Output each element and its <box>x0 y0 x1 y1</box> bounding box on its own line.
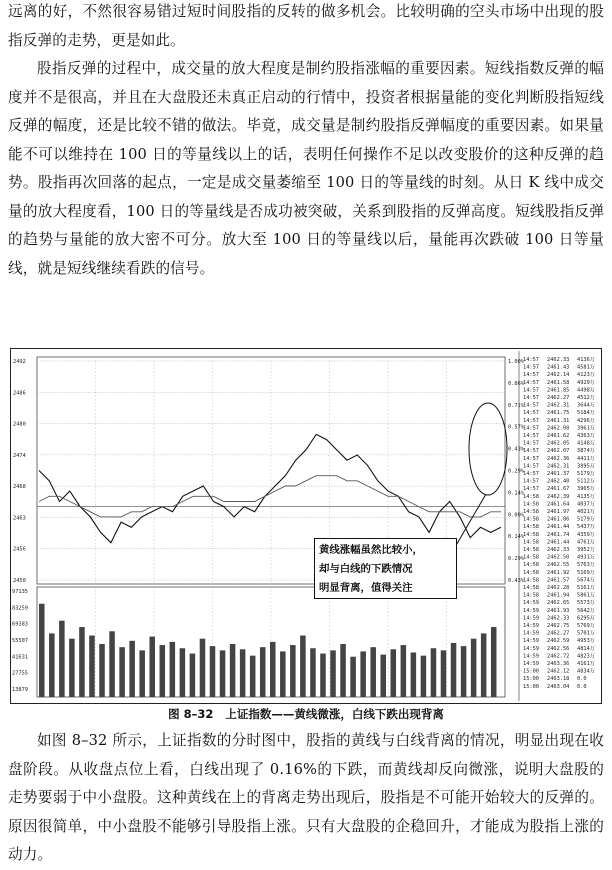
tick-time: 14:58 <box>523 509 539 515</box>
tick-time: 14:58 <box>523 592 539 599</box>
volume-bar <box>370 647 376 697</box>
tick-price: 2462.27 <box>547 395 570 401</box>
tick-volume: 4136万 <box>577 357 596 363</box>
tick-volume: 4359万 <box>577 531 596 538</box>
tick-volume: 0.0 <box>577 676 587 683</box>
price-tick-label: 2486 <box>13 390 26 397</box>
tick-volume: 3965万 <box>577 486 596 493</box>
tick-volume: 5184万 <box>577 410 596 417</box>
volume-bar <box>380 655 386 697</box>
tick-volume: 5573万 <box>577 600 596 607</box>
tick-time: 14:59 <box>523 630 539 637</box>
chart-canvas <box>11 349 601 703</box>
tick-time: 14:58 <box>523 577 539 584</box>
tick-price: 2462.27 <box>547 630 570 637</box>
tick-time: 14:58 <box>523 493 539 500</box>
price-tick-label: 2463 <box>13 515 26 522</box>
tick-volume: 5161万 <box>577 585 596 591</box>
volume-tick-label: 27755 <box>12 670 28 677</box>
tick-time: 14:57 <box>523 410 539 417</box>
price-tick-label: 2474 <box>13 452 26 459</box>
tick-time: 14:59 <box>523 638 539 645</box>
tick-price: 2462.59 <box>547 638 570 645</box>
volume-bar <box>300 636 306 697</box>
tick-price: 2461.62 <box>547 433 570 439</box>
volume-bar <box>59 621 65 697</box>
tick-time: 14:58 <box>523 531 539 538</box>
tick-price: 2462.50 <box>547 554 570 561</box>
pct-tick-label: 0.43% <box>508 446 524 453</box>
volume-bar <box>49 633 55 697</box>
tick-price: 2462.07 <box>547 448 570 455</box>
tick-price: 2461.75 <box>547 410 570 417</box>
price-tick-label: 2480 <box>13 421 26 428</box>
tick-volume: 5169万 <box>577 569 596 576</box>
volume-bar <box>210 646 216 697</box>
series-line-yellow <box>39 476 501 517</box>
tick-time: 14:58 <box>523 585 539 591</box>
tick-time: 14:58 <box>523 539 539 546</box>
volume-bar <box>280 651 286 697</box>
volume-bar <box>360 651 366 697</box>
figure-number: 图 8–32 <box>168 707 214 721</box>
tick-time: 14:59 <box>523 661 539 667</box>
volume-bar <box>39 604 45 697</box>
volume-bar <box>119 647 125 697</box>
volume-bar <box>461 646 467 697</box>
tick-volume: 4296万 <box>577 417 596 424</box>
tick-volume: 4512万 <box>577 395 596 401</box>
tick-volume: 3961万 <box>577 425 596 432</box>
volume-bar <box>310 648 316 697</box>
volume-bar <box>290 645 296 697</box>
tick-price: 2461.74 <box>547 531 570 538</box>
tick-price: 2462.65 <box>547 600 570 607</box>
figure-caption <box>8 706 604 722</box>
tick-volume: 5642万 <box>577 607 596 614</box>
tick-price: 2461.43 <box>547 364 570 371</box>
tick-time: 15:00 <box>523 676 539 683</box>
pct-tick-label: 0.00% <box>508 512 524 519</box>
pct-tick-label: 0.86% <box>508 380 524 387</box>
tick-price: 2462.33 <box>547 615 570 622</box>
tick-volume: 4834万 <box>577 668 596 675</box>
tick-price: 2462.28 <box>547 585 570 591</box>
tick-time: 14:57 <box>523 440 539 447</box>
volume-tick-label: 97135 <box>12 589 28 595</box>
tick-price: 2461.92 <box>547 569 570 576</box>
tick-time: 14:59 <box>523 645 539 652</box>
tick-time: 14:57 <box>523 471 539 477</box>
volume-bar <box>481 633 487 697</box>
volume-bar <box>89 636 95 697</box>
tick-time: 14:58 <box>523 569 539 576</box>
volume-bar <box>99 644 105 697</box>
annotation-line-3: 明显背离，值得关注 <box>319 582 413 594</box>
annotation-line-2: 却与白线的下跌情况 <box>319 563 413 575</box>
highlight-ellipse <box>469 403 507 495</box>
tick-volume: 3952万 <box>577 547 596 553</box>
tick-price: 2463.18 <box>547 676 570 683</box>
pct-tick-label: 0.29% <box>508 556 524 563</box>
tick-price: 2462.31 <box>547 402 570 409</box>
tick-price: 2463.36 <box>547 661 570 667</box>
tick-volume: 6295万 <box>577 615 596 622</box>
tick-price: 2463.04 <box>547 683 570 690</box>
tick-price: 2461.85 <box>547 387 570 394</box>
tick-price: 2461.67 <box>547 486 570 493</box>
tick-volume: 5769万 <box>577 623 596 629</box>
tick-volume: 4498万 <box>577 387 596 394</box>
tick-time: 14:59 <box>523 653 539 660</box>
tick-time: 14:57 <box>523 372 539 379</box>
tick-price: 2461.57 <box>547 577 570 584</box>
volume-bar <box>330 650 336 697</box>
tick-price: 2462.40 <box>547 478 570 485</box>
tick-volume: 4148万 <box>577 440 596 447</box>
tick-price: 2461.86 <box>547 516 570 523</box>
figure-8-32 <box>8 346 604 732</box>
tick-price: 2461.64 <box>547 501 570 508</box>
tick-time: 14:57 <box>523 433 539 439</box>
intraday-chart <box>10 348 602 704</box>
volume-bar <box>109 631 115 697</box>
tick-volume: 4363万 <box>577 433 596 439</box>
volume-bar <box>69 639 75 697</box>
tick-volume: 4931万 <box>577 554 596 561</box>
tick-time: 14:57 <box>523 417 539 424</box>
tick-price: 2462.33 <box>547 547 570 553</box>
tick-price: 2461.37 <box>547 471 570 477</box>
tick-volume: 4761万 <box>577 539 596 546</box>
tick-volume: 4021万 <box>577 509 596 515</box>
tick-price: 2461.44 <box>547 539 570 546</box>
tick-time: 14:58 <box>523 547 539 553</box>
volume-bar <box>260 647 266 697</box>
tick-volume: 5437万 <box>577 524 596 531</box>
tick-volume: 4953万 <box>577 638 596 645</box>
tick-time: 14:58 <box>523 516 539 523</box>
pct-tick-label: 0.14% <box>508 490 524 497</box>
tick-time: 14:59 <box>523 607 539 614</box>
tick-volume: 4581万 <box>577 364 596 371</box>
volume-bar <box>230 644 236 697</box>
tick-volume: 3895万 <box>577 463 596 470</box>
volume-tick-label: 13879 <box>12 687 28 693</box>
tick-time: 15:00 <box>523 683 539 690</box>
tick-price: 2462.31 <box>547 463 570 470</box>
tick-time: 14:57 <box>523 387 539 394</box>
pct-tick-label: 0.71% <box>508 402 524 409</box>
figure-title: 上证指数——黄线微涨，白线下跌出现背离 <box>225 707 444 721</box>
volume-bar <box>200 639 206 697</box>
tick-time: 14:57 <box>523 478 539 485</box>
tick-volume: 4123万 <box>577 372 596 379</box>
tick-time: 14:57 <box>523 425 539 432</box>
pct-tick-label: 1.00% <box>508 359 524 365</box>
tick-price: 2461.58 <box>547 379 570 386</box>
tick-price: 2462.56 <box>547 645 570 652</box>
tick-volume: 5179万 <box>577 516 596 523</box>
tick-time: 14:57 <box>523 448 539 455</box>
tick-price: 2461.97 <box>547 509 570 515</box>
volume-bar <box>180 648 186 697</box>
volume-bar <box>421 656 427 697</box>
volume-bar <box>160 645 166 697</box>
volume-bar <box>391 649 397 697</box>
tick-price: 2462.39 <box>547 493 570 500</box>
tick-price: 2461.44 <box>547 524 570 531</box>
volume-bar <box>270 642 276 697</box>
tick-time: 14:57 <box>523 364 539 371</box>
price-tick-label: 2492 <box>13 359 26 365</box>
tick-time: 14:57 <box>523 379 539 386</box>
tick-volume: 5701万 <box>577 630 596 637</box>
tick-volume: 4411万 <box>577 455 596 462</box>
volume-bar <box>250 656 256 697</box>
volume-bar <box>350 657 356 697</box>
volume-bar <box>441 650 447 697</box>
tick-volume: 4929万 <box>577 379 596 386</box>
tick-time: 14:57 <box>523 357 539 363</box>
tick-volume: 4037万 <box>577 501 596 508</box>
paragraph-analysis: 如图 8–32 所示，上证指数的分时图中，股指的黄线与白线背离的情况，明显出现在收盘阶段。从收盘点位上看，白线出现了 0.16%的下跌，而黄线却反向微涨，说明大盘股的走势要弱于中小盘股。这种黄线在上的背离走势出现后，股指是不可能开始较大的反弹的。原因很简单，中小盘股不能够引导股指上涨。只有大盘股的企稳回升，才能成为股指上涨的动力。 <box>8 732 604 863</box>
tick-price: 2462.55 <box>547 562 570 569</box>
volume-bar <box>129 641 135 697</box>
tick-price: 2462.33 <box>547 357 570 363</box>
tick-time: 15:00 <box>523 668 539 675</box>
volume-bar <box>431 648 437 697</box>
tick-time: 14:57 <box>523 395 539 401</box>
tick-price: 2462.75 <box>547 623 570 629</box>
tick-time: 14:58 <box>523 524 539 531</box>
tick-volume: 5861万 <box>577 592 596 599</box>
volume-bar <box>240 649 246 697</box>
tick-volume: 3874万 <box>577 448 596 455</box>
tick-time: 14:58 <box>523 562 539 569</box>
volume-bar <box>411 652 417 697</box>
volume-tick-label: 55507 <box>12 638 28 644</box>
tick-price: 2462.08 <box>547 425 570 432</box>
tick-price: 2462.05 <box>547 440 570 447</box>
series-line-white <box>39 434 501 542</box>
tick-volume: 5112万 <box>577 478 596 485</box>
price-tick-label: 2456 <box>13 546 26 553</box>
tick-time: 14:59 <box>523 600 539 607</box>
paragraph-intro: 远离的好，不然很容易错过短时间股指的反转的做多机会。比较明确的空头市场中出现的股指反弹的走势，更是如此。 <box>8 3 604 49</box>
tick-price: 2461.93 <box>547 607 570 614</box>
tick-volume: 0.0 <box>577 683 587 690</box>
tick-price: 2461.94 <box>547 592 570 599</box>
volume-bar <box>139 650 145 697</box>
tick-time: 14:59 <box>523 623 539 629</box>
volume-tick-label: 83259 <box>12 605 28 612</box>
tick-volume: 4135万 <box>577 493 596 500</box>
volume-bar <box>170 642 176 697</box>
tick-volume: 5179万 <box>577 471 596 477</box>
tick-price: 2461.31 <box>547 417 570 424</box>
tick-price: 2462.14 <box>547 372 570 379</box>
tick-time: 14:59 <box>523 615 539 622</box>
tick-time: 14:57 <box>523 486 539 493</box>
paragraph-volume: 股指反弹的过程中，成交量的放大程度是制约股指涨幅的重要因素。短线指数反弹的幅度并不是很高，并且在大盘股还未真正启动的行情中，投资者根据量能的变化判断股指短线反弹的幅度，还是比较不错的做法。毕竟，成交量是制约股指反弹幅度的重要因素。如果量能不可以维持在 100 日的等量线以上的话，表明任何操作不足以改变股价的这种反弹的趋势。股指再次回落的起点，一定是成交量萎缩至 100 日的等量线的时刻。从日 K 线中成交量的放大程度看，100 日的等量线是否成功被突破，关系到股指的反弹高度。短线股指反弹的趋势与量能的放大密不可分。放大至 100 日的等量线以后，量能再次跌破 100 日等量线，就是短线继续看跌的信号。 <box>8 60 604 277</box>
pct-tick-label: 0.14% <box>508 534 524 541</box>
volume-bar <box>471 639 477 697</box>
pct-tick-label: 0.43% <box>508 578 524 584</box>
tick-price: 2462.72 <box>547 653 570 660</box>
tick-price: 2462.12 <box>547 668 570 675</box>
tick-time: 14:58 <box>523 554 539 561</box>
tick-volume: 4814万 <box>577 645 596 652</box>
tick-time: 14:58 <box>523 501 539 508</box>
price-tick-label: 2450 <box>13 578 26 584</box>
volume-bar <box>190 654 196 697</box>
price-tick-label: 2468 <box>13 484 26 491</box>
tick-time: 14:57 <box>523 402 539 409</box>
volume-bar <box>401 645 407 697</box>
pct-tick-label: 0.57% <box>508 424 524 431</box>
volume-bar <box>220 650 226 697</box>
volume-bar <box>491 627 497 697</box>
tick-volume: 4161万 <box>577 661 596 667</box>
tick-volume: 3644万 <box>577 402 596 409</box>
volume-tick-label: 69383 <box>12 621 28 628</box>
annotation-line-1: 黄线涨幅虽然比较小， <box>319 544 423 556</box>
tick-volume: 5674万 <box>577 577 596 584</box>
volume-tick-label: 41631 <box>12 654 28 661</box>
volume-bar <box>149 637 155 697</box>
volume-bar <box>340 644 346 697</box>
tick-price: 2462.36 <box>547 455 570 462</box>
tick-volume: 4823万 <box>577 653 596 660</box>
pct-tick-label: 0.29% <box>508 468 524 475</box>
volume-bar <box>79 627 85 697</box>
tick-volume: 5763万 <box>577 562 596 569</box>
volume-bar <box>451 643 457 697</box>
tick-time: 14:57 <box>523 463 539 470</box>
volume-bar <box>320 654 326 697</box>
annotation-callout <box>314 538 457 599</box>
tick-time: 14:57 <box>523 455 539 462</box>
